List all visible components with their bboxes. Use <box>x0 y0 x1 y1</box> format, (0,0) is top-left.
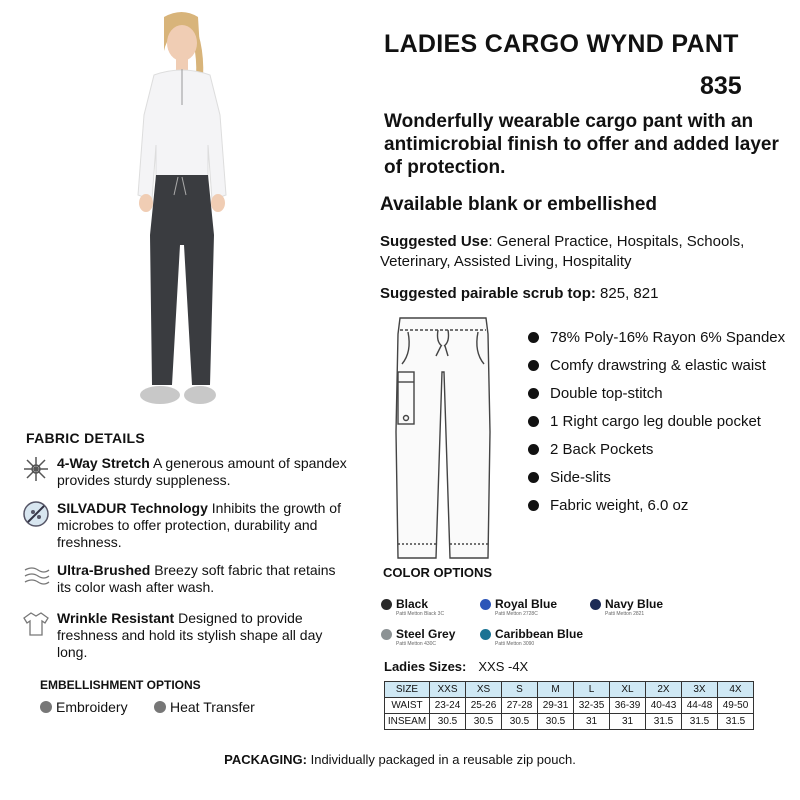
feature-item: 78% Poly-16% Rayon 6% Spandex <box>528 326 793 349</box>
table-cell: XL <box>610 682 646 698</box>
feature-text: Inhibits the growth of microbes to offer protection, durability and freshness. <box>57 500 341 550</box>
embellishment-option <box>154 699 255 715</box>
feature-text: Breezy soft fabric that retains its color wash after wash. <box>57 562 336 595</box>
table-cell: XS <box>466 682 502 698</box>
table-cell: 23-24 <box>430 698 466 714</box>
feature-item: 2 Back Pockets <box>528 438 793 461</box>
table-cell: 25-26 <box>466 698 502 714</box>
model-photo <box>100 5 260 425</box>
table-cell: 31.5 <box>718 714 754 730</box>
pantone-code: Patti Metton 2728C <box>495 611 538 617</box>
color-dot <box>590 599 601 610</box>
sizes-range: XXS -4X <box>478 659 529 674</box>
table-cell: XXS <box>430 682 466 698</box>
embellishment-label: Embroidery <box>56 699 128 715</box>
style-number: 835 <box>700 72 742 100</box>
feature-text: A generous amount of spandex provides sturdy suppleness. <box>57 455 347 488</box>
table-cell: 44-48 <box>682 698 718 714</box>
table-cell: WAIST <box>385 698 430 714</box>
shirt-icon <box>22 610 50 638</box>
feature-item: Double top-stitch <box>528 382 793 405</box>
table-cell: 31.5 <box>646 714 682 730</box>
pairable-label: Suggested pairable scrub top: <box>380 285 596 302</box>
table-cell: 30.5 <box>502 714 538 730</box>
feature-list <box>528 326 793 522</box>
table-row <box>385 698 754 714</box>
table-cell: 32-35 <box>574 698 610 714</box>
color-options-heading: COLOR OPTIONS <box>383 565 493 580</box>
table-cell: 36-39 <box>610 698 646 714</box>
table-cell: 30.5 <box>466 714 502 730</box>
feature-item: 1 Right cargo leg double pocket <box>528 410 793 433</box>
embellishment-heading: EMBELLISHMENT OPTIONS <box>40 678 201 692</box>
color-dot <box>381 599 392 610</box>
product-title: LADIES CARGO WYND PANT <box>384 30 739 58</box>
suggested-use-label: Suggested Use <box>380 233 489 250</box>
feature-title: Ultra-Brushed <box>57 562 151 578</box>
stretch-arrows-icon <box>22 455 50 483</box>
table-cell: L <box>574 682 610 698</box>
table-cell: 31 <box>610 714 646 730</box>
color-dot <box>480 599 491 610</box>
color-name: Steel Grey <box>396 627 456 641</box>
size-chart <box>384 681 754 730</box>
color-name: Royal Blue <box>495 597 558 611</box>
embellishment-option <box>40 699 128 715</box>
table-row <box>385 714 754 730</box>
table-cell: S <box>502 682 538 698</box>
table-cell: 2X <box>646 682 682 698</box>
table-cell: 27-28 <box>502 698 538 714</box>
table-cell: SIZE <box>385 682 430 698</box>
feature-title: 4-Way Stretch <box>57 455 150 471</box>
fabric-details-heading: FABRIC DETAILS <box>26 430 146 446</box>
table-cell: INSEAM <box>385 714 430 730</box>
table-cell: M <box>538 682 574 698</box>
packaging-note <box>0 752 800 767</box>
pantone-code: Patti Metton 2821 <box>605 611 645 617</box>
pairable-top <box>380 284 658 304</box>
table-cell: 29-31 <box>538 698 574 714</box>
bullet-dot <box>40 701 52 713</box>
table-cell: 30.5 <box>430 714 466 730</box>
suggested-use-value: : General Practice, Hospitals, Schools, Veterinary, Assisted Living, Hospitality <box>380 233 745 270</box>
table-cell: 3X <box>682 682 718 698</box>
feature-item: Fabric weight, 6.0 oz <box>528 494 793 517</box>
table-header-row <box>385 682 754 698</box>
feature-text: Designed to provide freshness and hold its stylish shape all day long. <box>57 610 323 660</box>
antimicrobial-icon <box>22 500 50 528</box>
table-cell: 49-50 <box>718 698 754 714</box>
sizes-label <box>384 659 528 674</box>
feature-title: Wrinkle Resistant <box>57 610 175 626</box>
pant-flat-sketch <box>392 312 494 564</box>
pantone-code: Patti Metton Black 3C <box>396 611 445 617</box>
color-dot <box>480 629 491 640</box>
feature-item: Comfy drawstring & elastic waist <box>528 354 793 377</box>
packaging-text: Individually packaged in a reusable zip pouch. <box>306 752 576 767</box>
feature-title: SILVADUR Technology <box>57 500 208 516</box>
color-name: Navy Blue <box>605 597 664 611</box>
table-cell: 31 <box>574 714 610 730</box>
color-dot <box>381 629 392 640</box>
color-name: Caribbean Blue <box>495 627 584 641</box>
product-description: Wonderfully wearable cargo pant with an antimicrobial finish to offer and added layer of protection. <box>384 111 779 178</box>
table-cell: 4X <box>718 682 754 698</box>
pantone-code: Patti Metton 3090 <box>495 641 535 647</box>
pairable-value: 825, 821 <box>595 285 659 302</box>
table-cell: 31.5 <box>682 714 718 730</box>
brushed-fabric-icon <box>22 562 50 590</box>
table-cell: 40-43 <box>646 698 682 714</box>
suggested-use <box>380 232 790 272</box>
bullet-dot <box>154 701 166 713</box>
availability-note: Available blank or embellished <box>380 194 658 215</box>
table-cell: 30.5 <box>538 714 574 730</box>
color-name: Black <box>396 597 429 611</box>
feature-item: Side-slits <box>528 466 793 489</box>
pantone-code: Patti Metton 430C <box>396 641 437 647</box>
sizes-title: Ladies Sizes: <box>384 659 467 674</box>
packaging-label: PACKAGING: <box>224 752 307 767</box>
embellishment-label: Heat Transfer <box>170 699 255 715</box>
